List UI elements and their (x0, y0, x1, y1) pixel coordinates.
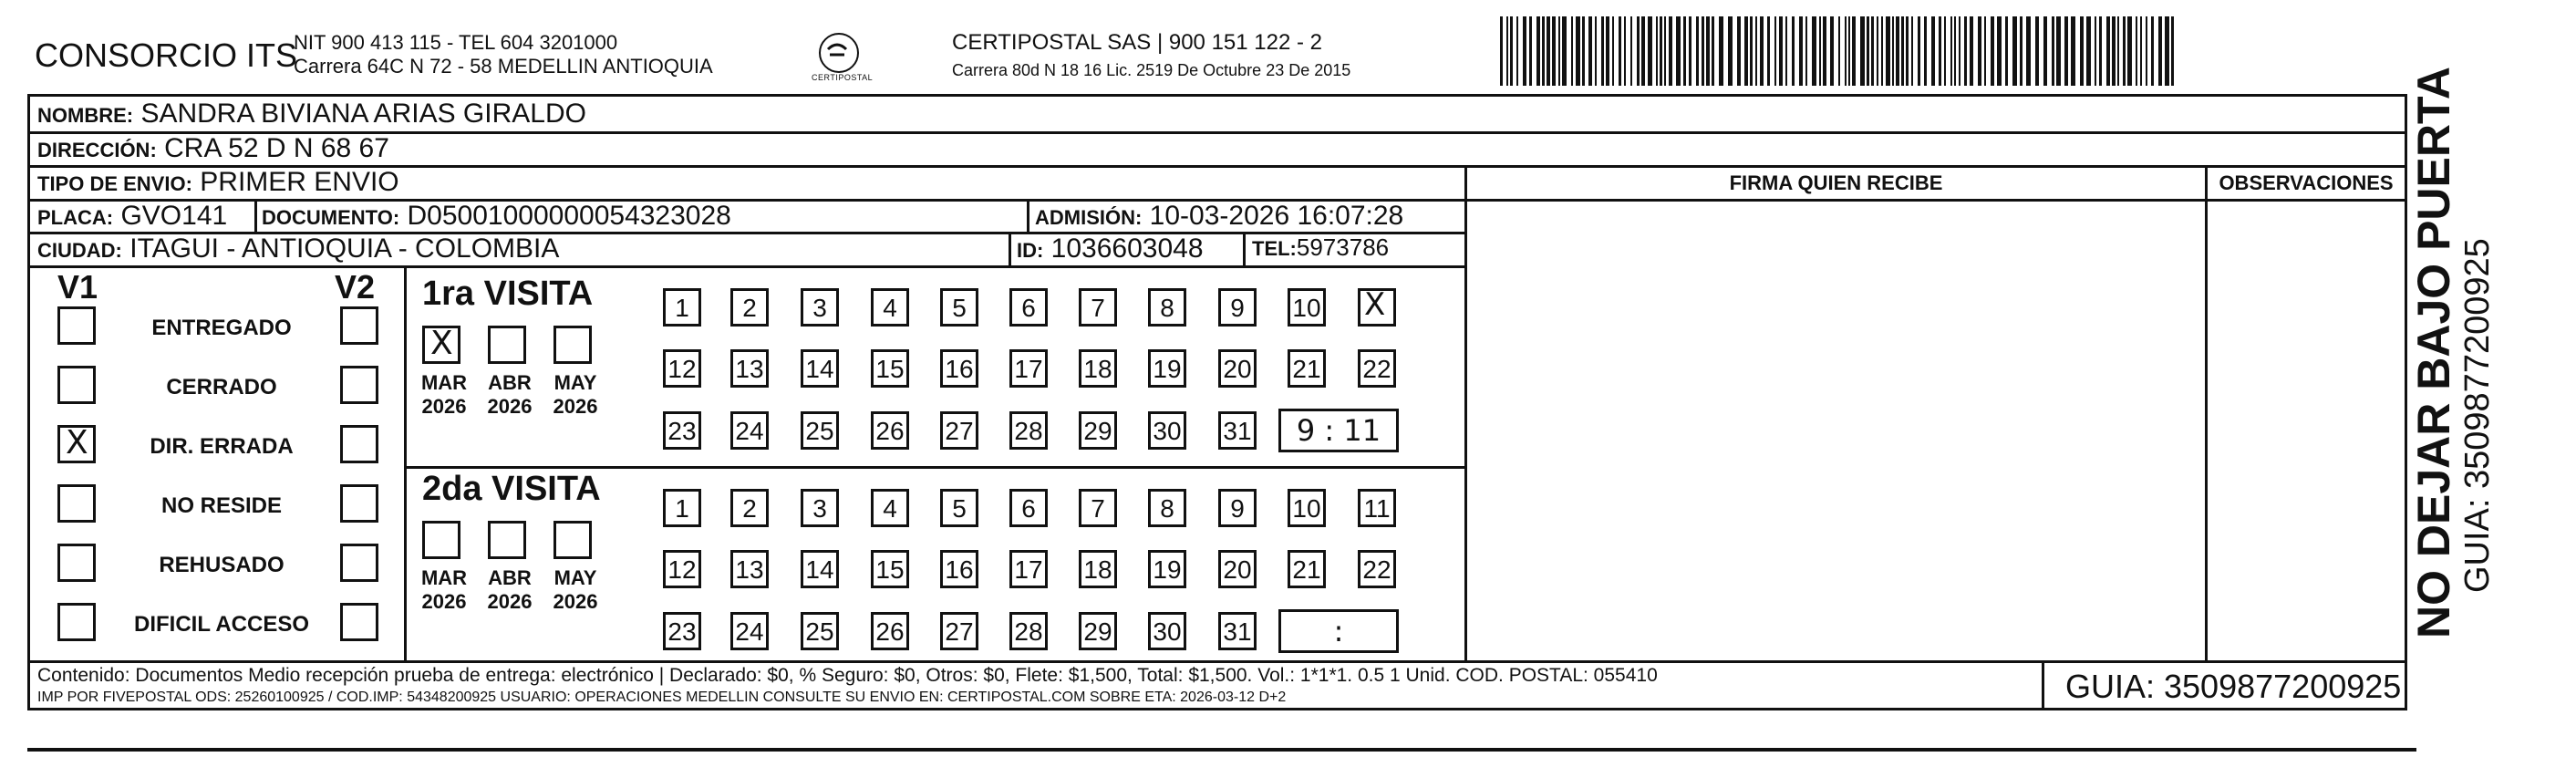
visit-month-year: 2026 (553, 590, 598, 613)
visit-time-box[interactable]: : (1278, 609, 1399, 653)
visit-day-box[interactable]: 12 (663, 349, 701, 388)
visit-title: 2da VISITA (422, 470, 601, 508)
visit-month-name: MAR (420, 566, 468, 589)
admission-date: ADMISIÓN: 10-03-2026 16:07:28 (1035, 201, 1404, 231)
visit-day-box[interactable]: 21 (1288, 349, 1326, 388)
visit-day-box[interactable]: 18 (1079, 349, 1117, 388)
visit-month-checkbox[interactable] (422, 326, 460, 364)
visit-month-name: MAY (553, 371, 597, 394)
observations-column-header: OBSERVACIONES (2219, 171, 2394, 194)
visit-month-name: MAR (420, 371, 468, 394)
visit-day-box[interactable]: 26 (871, 411, 909, 450)
visit-month-year: 2026 (553, 395, 598, 418)
visit-month-checkbox[interactable] (553, 521, 592, 559)
visit-day-box[interactable]: 7 (1079, 288, 1117, 327)
visit-month-label (484, 371, 535, 419)
visit-day-box[interactable]: 12 (663, 550, 701, 588)
visit-month-label (550, 566, 601, 614)
visit-day-box[interactable]: 24 (730, 411, 769, 450)
visit-day-box[interactable]: 25 (801, 411, 839, 450)
status-label: DIR. ERRADA (150, 434, 294, 459)
barcode-gap (2174, 16, 2177, 86)
visit-title: 1ra VISITA (422, 275, 594, 313)
document-number: DOCUMENTO: D05001000000054323028 (262, 201, 731, 231)
visit-day-box[interactable]: 22 (1358, 550, 1396, 588)
visit-month-name: ABR (488, 566, 532, 589)
status-v2-checkbox[interactable] (340, 603, 378, 641)
v1-header: V1 (57, 268, 98, 306)
visit-day-box[interactable]: 1 (663, 489, 701, 527)
visit-day-box[interactable]: 20 (1218, 550, 1257, 588)
company-name: CONSORCIO ITS (35, 36, 298, 74)
visit-day-box[interactable]: 27 (940, 612, 978, 650)
visit-month-checkbox[interactable] (422, 521, 460, 559)
status-label: DIFICIL ACCESO (133, 612, 309, 637)
certipostal-logo-icon (819, 33, 859, 73)
status-v1-checkbox[interactable] (57, 425, 96, 463)
barcode (1500, 16, 2179, 86)
visit-day-box[interactable]: 16 (940, 550, 978, 588)
tracking-number: GUIA: 3509877200925 (2065, 668, 2402, 705)
visit-time-box[interactable]: 9 : 11 (1278, 409, 1399, 452)
recipient-address: DIRECCIÓN: CRA 52 D N 68 67 (37, 133, 389, 163)
visit-day-box[interactable]: 11 (1358, 489, 1396, 527)
visit-day-box[interactable]: 7 (1079, 489, 1117, 527)
visit-day-box[interactable]: 26 (871, 612, 909, 650)
visit-month-name: ABR (488, 371, 532, 394)
visit-day-box[interactable]: 9 (1218, 489, 1257, 527)
courier-name: CERTIPOSTAL SAS | 900 151 122 - 2 (952, 30, 1322, 55)
status-v2-checkbox[interactable] (340, 366, 378, 404)
courier-address: Carrera 80d N 18 16 Lic. 2519 De Octubre 23 De 2015 (952, 61, 1351, 79)
visit-month-label (419, 566, 470, 614)
status-v2-checkbox[interactable] (340, 484, 378, 523)
visit-day-box[interactable]: 9 (1218, 288, 1257, 327)
recipient-tel: TEL:5973786 (1252, 233, 1390, 261)
side-tracking-number: GUIA: 3509877200925 (2458, 238, 2497, 593)
status-label: NO RESIDE (160, 493, 283, 518)
visit-day-box[interactable]: 15 (871, 349, 909, 388)
visit-month-checkbox[interactable] (553, 326, 592, 364)
signature-column-header: FIRMA QUIEN RECIBE (1729, 171, 1943, 194)
send-type: TIPO DE ENVIO: PRIMER ENVIO (37, 167, 399, 197)
status-label: REHUSADO (159, 553, 284, 577)
visit-day-box[interactable]: 14 (801, 349, 839, 388)
visit-day-box[interactable]: 22 (1358, 349, 1396, 388)
visit-day-box[interactable]: 30 (1148, 612, 1186, 650)
company-nit-tel: NIT 900 413 115 - TEL 604 3201000 (294, 31, 618, 54)
visit-month-name: MAY (553, 566, 597, 589)
visit-day-box[interactable]: 10 (1288, 489, 1326, 527)
status-v2-checkbox[interactable] (340, 425, 378, 463)
visit-day-box[interactable]: 28 (1009, 612, 1048, 650)
visit-month-label (550, 371, 601, 419)
visit-day-box[interactable]: 5 (940, 288, 978, 327)
status-v1-checkbox[interactable] (57, 306, 96, 345)
city: CIUDAD: ITAGUI - ANTIOQUIA - COLOMBIA (37, 233, 560, 264)
visit-day-box[interactable]: 29 (1079, 411, 1117, 450)
status-v2-checkbox[interactable] (340, 306, 378, 345)
print-info: IMP POR FIVEPOSTAL ODS: 25260100925 / COD.IMP: 54348200925 USUARIO: OPERACIONES MEDELLIN CONSULTE SU ENVIO EN: CERTIPOSTAL.COM SOBRE ETA: 2026-03-12 D+2 (37, 690, 1287, 705)
status-label: ENTREGADO (151, 316, 292, 340)
visit-day-box[interactable]: 6 (1009, 489, 1048, 527)
status-v1-checkbox[interactable] (57, 544, 96, 582)
visit-month-year: 2026 (421, 590, 467, 613)
company-address: Carrera 64C N 72 - 58 MEDELLIN ANTIOQUIA (294, 55, 713, 78)
v2-header: V2 (335, 268, 376, 306)
bottom-rule (27, 748, 2416, 752)
visit-day-box[interactable]: 13 (730, 550, 769, 588)
visit-month-label (484, 566, 535, 614)
visit-day-box[interactable]: 29 (1079, 612, 1117, 650)
visit-day-box[interactable]: 23 (663, 411, 701, 450)
visit-day-box[interactable]: 21 (1288, 550, 1326, 588)
visit-day-box[interactable]: 17 (1009, 349, 1048, 388)
plate: PLACA: GVO141 (37, 201, 228, 231)
visit-day-box[interactable]: 18 (1079, 550, 1117, 588)
visit-month-year: 2026 (421, 395, 467, 418)
visit-month-checkbox[interactable] (488, 326, 526, 364)
visit-day-box[interactable] (1358, 288, 1396, 327)
visit-day-box[interactable]: 23 (663, 612, 701, 650)
visit-day-box[interactable]: 8 (1148, 288, 1186, 327)
shipment-content: Contenido: Documentos Medio recepción prueba de entrega: electrónico | Declarado: $0, % Seguro: $0, Otros: $0, Flete: $1,500, Total: $1,500. Vol.: 1*1*1. 0.5 1 Unid. COD. POSTAL: 055410 (37, 665, 1658, 686)
visit-day-box[interactable]: 28 (1009, 411, 1048, 450)
visit-day-box[interactable]: 4 (871, 288, 909, 327)
visit-day-box[interactable]: 27 (940, 411, 978, 450)
visit-day-box[interactable]: 10 (1288, 288, 1326, 327)
visit-month-label (419, 371, 470, 419)
status-v2-checkbox[interactable] (340, 544, 378, 582)
status-v1-checkbox[interactable] (57, 366, 96, 404)
visit-day-box[interactable]: 19 (1148, 550, 1186, 588)
visit-day-box[interactable]: 1 (663, 288, 701, 327)
visit-day-box[interactable]: 25 (801, 612, 839, 650)
visit-day-box[interactable]: 14 (801, 550, 839, 588)
delivery-form (27, 94, 2407, 710)
visit-day-box[interactable]: 3 (801, 489, 839, 527)
visit-day-box[interactable]: 13 (730, 349, 769, 388)
visit-day-box[interactable]: 6 (1009, 288, 1048, 327)
visit-day-box[interactable]: 2 (730, 489, 769, 527)
visit-day-box[interactable]: 17 (1009, 550, 1048, 588)
visit-day-box[interactable]: 16 (940, 349, 978, 388)
visit-day-box[interactable]: 3 (801, 288, 839, 327)
visit-day-box[interactable]: 20 (1218, 349, 1257, 388)
visit-day-box[interactable]: 30 (1148, 411, 1186, 450)
visit-day-box[interactable]: 2 (730, 288, 769, 327)
visit-day-box[interactable]: 4 (871, 489, 909, 527)
visit-month-year: 2026 (487, 590, 533, 613)
visit-month-year: 2026 (487, 395, 533, 418)
visit-day-box[interactable]: 19 (1148, 349, 1186, 388)
recipient-name: NOMBRE: SANDRA BIVIANA ARIAS GIRALDO (37, 99, 586, 129)
recipient-id: ID: 1036603048 (1017, 233, 1204, 264)
visit-day-box[interactable]: 31 (1218, 612, 1257, 650)
status-label: CERRADO (166, 375, 277, 399)
status-v1-checkbox[interactable] (57, 484, 96, 523)
no-under-door-warning: NO DEJAR BAJO PUERTA (2408, 67, 2459, 638)
visit-day-box[interactable]: 15 (871, 550, 909, 588)
visit-day-box[interactable]: 8 (1148, 489, 1186, 527)
logo-label: CERTIPOSTAL (812, 73, 874, 82)
visit-day-box[interactable]: 24 (730, 612, 769, 650)
visit-month-checkbox[interactable] (488, 521, 526, 559)
status-v1-checkbox[interactable] (57, 603, 96, 641)
visit-day-box[interactable]: 5 (940, 489, 978, 527)
visit-day-box[interactable]: 31 (1218, 411, 1257, 450)
